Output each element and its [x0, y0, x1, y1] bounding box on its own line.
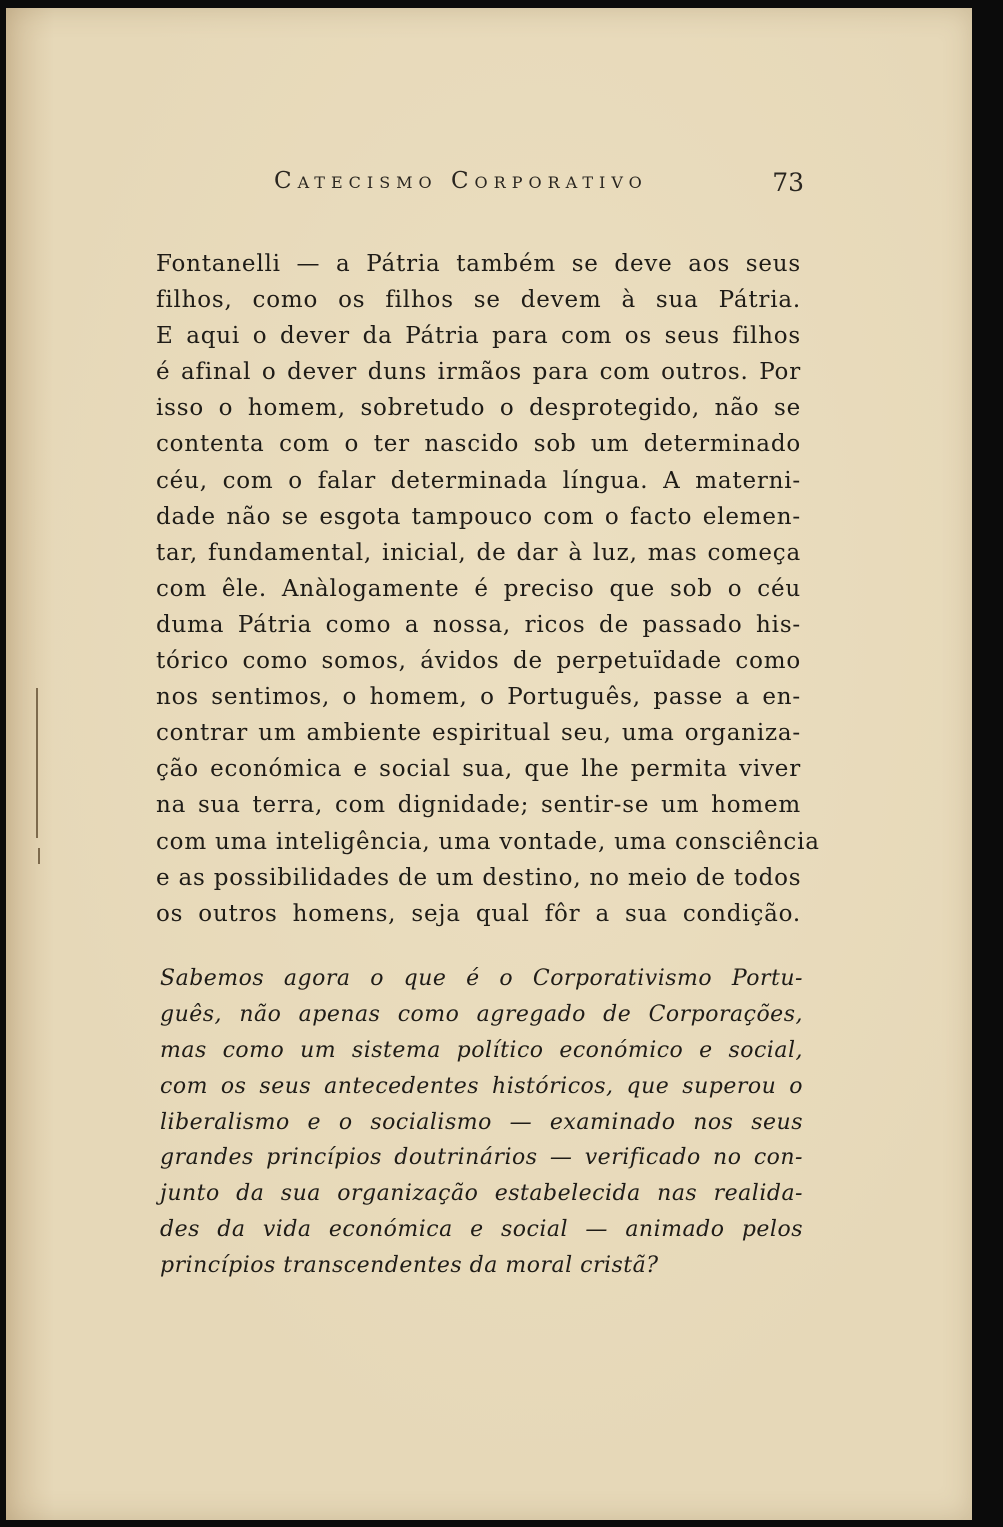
text-line: tórico como somos, ávidos de perpetuïdade como — [156, 648, 801, 675]
text-line: nos sentimos, o homem, o Português, passe a en- — [156, 684, 801, 711]
text-line: dade não se esgota tampouco com o facto elemen- — [156, 503, 801, 530]
text-line: Sabemos agora o que é o Corporativismo Portu- — [160, 966, 803, 991]
book-page — [6, 8, 972, 1520]
text-line: céu, com o falar determinada língua. A materni- — [156, 467, 801, 494]
text-line: liberalismo e o socialismo — examinado nos seus — [160, 1109, 803, 1135]
text-line: guês, não apenas como agregado de Corporações, — [160, 1001, 803, 1027]
body-paragraph — [156, 246, 820, 932]
text-line: é afinal o dever duns irmãos para com outros. Por — [156, 359, 801, 386]
text-line: ção económica e social sua, que lhe permita viver — [156, 756, 801, 783]
text-line: com os seus antecedentes históricos, que superou o — [160, 1073, 803, 1099]
text-line: contrar um ambiente espiritual seu, uma organiza- — [156, 720, 801, 747]
text-line: mas como um sistema político económico e social, — [160, 1037, 803, 1063]
text-line: na sua terra, com dignidade; sentir-se um homem — [156, 792, 801, 819]
text-line: com êle. Anàlogamente é preciso que sob o céu — [156, 575, 801, 602]
text-line: grandes princípios doutrinários — verificado no con- — [160, 1145, 803, 1171]
text-line: os outros homens, seja qual fôr a sua condição. — [156, 900, 801, 927]
text-line: E aqui o dever da Pátria para com os seus filhos — [156, 323, 801, 350]
text-line: e as possibilidades de um destino, no meio de todos — [156, 864, 802, 891]
text-line: filhos, como os filhos se devem à sua Pátria. — [156, 287, 801, 314]
text-line: des da vida económica e social — animado pelos — [160, 1217, 803, 1243]
page-number: 73 — [772, 168, 804, 197]
text-line: princípios transcendentes da moral cristã? — [160, 1253, 659, 1279]
text-line: duma Pátria como a nossa, ricos de passado his- — [156, 611, 801, 638]
text-line: junto da sua organização estabelecida nas realida- — [160, 1181, 803, 1207]
text-line: com uma inteligência, uma vontade, uma consciência — [156, 828, 820, 855]
binding-mark — [38, 848, 40, 864]
text-line: tar, fundamental, inicial, de dar à luz, mas começa — [156, 539, 801, 566]
binding-mark — [36, 688, 38, 838]
text-line: isso o homem, sobretudo o desprotegido, não se — [156, 395, 801, 422]
running-title: Catecismo Corporativo — [274, 168, 648, 194]
running-head — [274, 168, 804, 204]
text-line: Fontanelli — a Pátria também se deve aos seus — [156, 251, 801, 277]
italic-paragraph — [160, 961, 803, 1284]
text-line: contenta com o ter nascido sob um determinado — [156, 431, 801, 458]
